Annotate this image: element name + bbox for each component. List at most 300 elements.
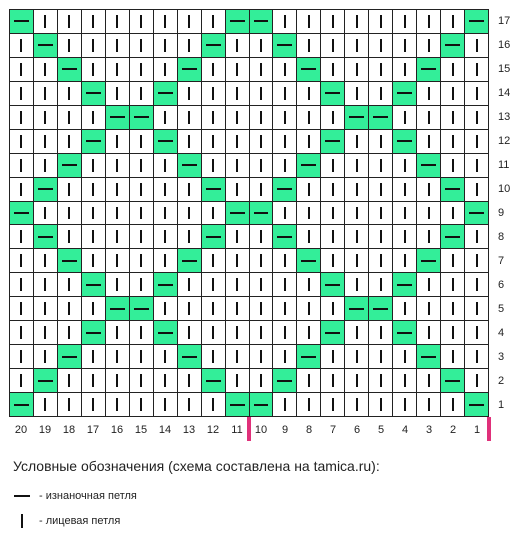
knit-stitch-icon bbox=[476, 135, 478, 148]
knit-stitch-cell bbox=[369, 369, 393, 393]
knit-stitch-icon bbox=[428, 398, 430, 411]
knit-stitch-icon bbox=[236, 183, 238, 196]
knit-stitch-cell bbox=[345, 345, 369, 369]
knit-stitch-cell bbox=[465, 345, 489, 369]
knit-stitch-cell bbox=[10, 297, 34, 321]
knit-stitch-icon bbox=[284, 63, 286, 76]
knit-stitch-cell bbox=[226, 273, 250, 297]
knit-stitch-cell bbox=[202, 297, 226, 321]
knit-stitch-icon bbox=[284, 15, 286, 28]
knit-stitch-cell bbox=[345, 130, 369, 154]
knit-stitch-cell bbox=[273, 10, 297, 34]
knit-stitch-icon bbox=[164, 15, 166, 28]
knit-stitch-cell bbox=[130, 202, 154, 226]
knit-stitch-cell bbox=[369, 82, 393, 106]
knit-stitch-icon bbox=[356, 63, 358, 76]
knit-stitch-cell bbox=[321, 249, 345, 273]
knit-stitch-cell bbox=[202, 82, 226, 106]
knit-stitch-cell bbox=[130, 34, 154, 58]
knit-stitch-cell bbox=[273, 58, 297, 82]
purl-stitch-icon bbox=[397, 92, 412, 94]
knit-stitch-cell bbox=[321, 58, 345, 82]
knit-stitch-icon bbox=[284, 135, 286, 148]
knit-stitch-cell bbox=[441, 106, 465, 130]
column-number-label: 20 bbox=[14, 424, 28, 436]
knit-stitch-icon bbox=[116, 207, 118, 220]
knit-stitch-cell bbox=[273, 202, 297, 226]
column-number-label: 19 bbox=[38, 424, 52, 436]
purl-stitch-icon bbox=[62, 356, 77, 358]
knit-stitch-cell bbox=[58, 130, 82, 154]
purl-stitch-cell bbox=[34, 178, 58, 202]
purl-stitch-cell bbox=[58, 58, 82, 82]
knit-stitch-icon bbox=[44, 63, 46, 76]
purl-stitch-cell bbox=[250, 202, 274, 226]
knit-stitch-icon bbox=[116, 87, 118, 100]
knit-stitch-cell bbox=[58, 321, 82, 345]
knit-stitch-cell bbox=[250, 321, 274, 345]
knit-stitch-cell bbox=[202, 393, 226, 417]
purl-stitch-cell bbox=[417, 58, 441, 82]
knit-stitch-cell bbox=[178, 321, 202, 345]
knit-stitch-icon bbox=[44, 207, 46, 220]
purl-stitch-icon bbox=[38, 380, 53, 382]
knit-stitch-icon bbox=[140, 230, 142, 243]
knit-stitch-cell bbox=[130, 82, 154, 106]
column-number-label: 6 bbox=[353, 424, 361, 436]
knit-stitch-cell bbox=[58, 393, 82, 417]
purl-stitch-icon bbox=[230, 404, 245, 406]
knit-stitch-icon bbox=[284, 87, 286, 100]
knit-stitch-icon bbox=[236, 135, 238, 148]
purl-stitch-icon bbox=[14, 212, 29, 214]
knit-stitch-icon bbox=[260, 254, 262, 267]
purl-stitch-cell bbox=[178, 345, 202, 369]
purl-stitch-cell bbox=[297, 154, 321, 178]
knit-stitch-icon bbox=[20, 278, 22, 291]
knit-stitch-cell bbox=[417, 34, 441, 58]
knit-stitch-icon bbox=[380, 207, 382, 220]
purl-stitch-cell bbox=[178, 154, 202, 178]
knit-stitch-cell bbox=[106, 154, 130, 178]
knit-stitch-icon bbox=[356, 350, 358, 363]
knit-stitch-icon bbox=[116, 350, 118, 363]
knit-stitch-icon bbox=[476, 278, 478, 291]
purl-stitch-cell bbox=[273, 178, 297, 202]
purl-stitch-cell bbox=[441, 34, 465, 58]
purl-stitch-icon bbox=[62, 68, 77, 70]
knit-stitch-icon bbox=[188, 230, 190, 243]
knit-stitch-cell bbox=[226, 249, 250, 273]
knit-stitch-cell bbox=[369, 321, 393, 345]
knit-stitch-cell bbox=[441, 273, 465, 297]
knit-stitch-icon bbox=[212, 111, 214, 124]
column-number-label: 15 bbox=[134, 424, 148, 436]
knit-stitch-cell bbox=[369, 154, 393, 178]
knit-stitch-icon bbox=[356, 15, 358, 28]
knit-stitch-cell bbox=[154, 106, 178, 130]
knit-stitch-icon bbox=[332, 15, 334, 28]
knit-stitch-icon bbox=[44, 350, 46, 363]
purl-stitch-icon bbox=[13, 487, 31, 505]
knit-stitch-cell bbox=[178, 34, 202, 58]
knit-stitch-cell bbox=[273, 393, 297, 417]
purl-stitch-icon bbox=[86, 92, 101, 94]
knit-stitch-icon bbox=[92, 374, 94, 387]
knit-stitch-icon bbox=[476, 183, 478, 196]
knit-stitch-cell bbox=[250, 130, 274, 154]
knit-stitch-cell bbox=[417, 393, 441, 417]
knit-stitch-icon bbox=[212, 159, 214, 172]
knit-stitch-cell bbox=[58, 10, 82, 34]
knit-stitch-cell bbox=[369, 34, 393, 58]
knit-stitch-icon bbox=[380, 39, 382, 52]
knit-stitch-cell bbox=[202, 154, 226, 178]
knit-stitch-icon bbox=[356, 230, 358, 243]
knit-stitch-icon bbox=[356, 135, 358, 148]
purl-stitch-icon bbox=[277, 188, 292, 190]
knit-stitch-cell bbox=[465, 178, 489, 202]
knit-stitch-icon bbox=[476, 302, 478, 315]
column-number-label: 7 bbox=[329, 424, 337, 436]
knit-stitch-icon bbox=[452, 87, 454, 100]
purl-stitch-icon bbox=[349, 308, 364, 310]
knit-stitch-icon bbox=[20, 111, 22, 124]
purl-stitch-icon bbox=[14, 404, 29, 406]
knit-stitch-icon bbox=[188, 183, 190, 196]
knit-stitch-cell bbox=[417, 321, 441, 345]
purl-stitch-cell bbox=[226, 10, 250, 34]
knit-stitch-cell bbox=[297, 178, 321, 202]
knit-stitch-icon bbox=[164, 350, 166, 363]
knit-stitch-icon bbox=[284, 207, 286, 220]
knit-stitch-cell bbox=[441, 393, 465, 417]
knit-stitch-icon bbox=[428, 39, 430, 52]
purl-stitch-cell bbox=[273, 34, 297, 58]
purl-stitch-icon bbox=[182, 68, 197, 70]
knit-stitch-icon bbox=[356, 398, 358, 411]
knit-stitch-icon bbox=[308, 230, 310, 243]
knit-stitch-icon bbox=[428, 230, 430, 243]
knit-stitch-icon bbox=[476, 39, 478, 52]
knit-stitch-cell bbox=[465, 34, 489, 58]
knit-stitch-icon bbox=[260, 278, 262, 291]
purl-stitch-cell bbox=[130, 106, 154, 130]
knit-stitch-icon bbox=[428, 207, 430, 220]
knit-stitch-cell bbox=[273, 82, 297, 106]
knit-stitch-icon bbox=[188, 302, 190, 315]
knit-stitch-cell bbox=[34, 130, 58, 154]
purl-stitch-icon bbox=[373, 116, 388, 118]
knit-stitch-icon bbox=[68, 302, 70, 315]
knit-stitch-cell bbox=[178, 202, 202, 226]
purl-stitch-cell bbox=[321, 321, 345, 345]
knit-stitch-icon bbox=[308, 183, 310, 196]
knit-stitch-cell bbox=[178, 82, 202, 106]
knit-stitch-icon bbox=[452, 350, 454, 363]
knit-stitch-cell bbox=[58, 202, 82, 226]
knit-stitch-icon bbox=[188, 15, 190, 28]
knit-stitch-cell bbox=[465, 106, 489, 130]
knit-stitch-cell bbox=[441, 345, 465, 369]
knit-stitch-icon bbox=[188, 135, 190, 148]
knit-stitch-icon bbox=[164, 183, 166, 196]
knit-stitch-icon bbox=[140, 374, 142, 387]
knit-stitch-icon bbox=[140, 39, 142, 52]
purl-stitch-cell bbox=[465, 393, 489, 417]
knit-stitch-icon bbox=[212, 15, 214, 28]
knit-stitch-cell bbox=[202, 202, 226, 226]
knit-stitch-icon bbox=[92, 302, 94, 315]
knit-stitch-icon bbox=[116, 326, 118, 339]
purl-stitch-icon bbox=[397, 284, 412, 286]
knit-stitch-cell bbox=[226, 178, 250, 202]
knit-stitch-icon bbox=[20, 39, 22, 52]
purl-stitch-cell bbox=[297, 345, 321, 369]
purl-stitch-cell bbox=[465, 202, 489, 226]
row-number-label: 2 bbox=[498, 375, 505, 387]
knit-stitch-icon bbox=[20, 159, 22, 172]
knit-stitch-cell bbox=[345, 34, 369, 58]
knit-stitch-cell bbox=[226, 34, 250, 58]
knit-stitch-cell bbox=[10, 225, 34, 249]
knit-stitch-cell bbox=[250, 273, 274, 297]
knit-stitch-cell bbox=[441, 249, 465, 273]
knit-stitch-icon bbox=[308, 398, 310, 411]
row-number-label: 1 bbox=[498, 399, 505, 411]
purl-stitch-icon bbox=[182, 356, 197, 358]
knit-stitch-cell bbox=[58, 369, 82, 393]
purl-stitch-cell bbox=[10, 10, 34, 34]
knit-stitch-cell bbox=[297, 225, 321, 249]
knit-stitch-cell bbox=[417, 178, 441, 202]
purl-stitch-cell bbox=[154, 273, 178, 297]
knit-stitch-icon bbox=[332, 207, 334, 220]
knit-stitch-icon bbox=[260, 87, 262, 100]
knit-stitch-icon bbox=[116, 230, 118, 243]
row-number-label: 17 bbox=[498, 15, 511, 27]
knit-stitch-cell bbox=[393, 249, 417, 273]
knit-stitch-icon bbox=[332, 374, 334, 387]
knit-stitch-icon bbox=[212, 350, 214, 363]
row-number-label: 12 bbox=[498, 135, 511, 147]
knit-stitch-icon bbox=[20, 87, 22, 100]
purl-stitch-cell bbox=[465, 10, 489, 34]
knit-stitch-cell bbox=[34, 393, 58, 417]
knit-stitch-icon bbox=[68, 135, 70, 148]
knit-stitch-cell bbox=[345, 249, 369, 273]
purl-stitch-cell bbox=[178, 58, 202, 82]
knit-stitch-icon bbox=[356, 183, 358, 196]
knit-stitch-icon bbox=[140, 326, 142, 339]
knit-stitch-cell bbox=[106, 273, 130, 297]
knit-stitch-icon bbox=[116, 278, 118, 291]
knit-stitch-cell bbox=[345, 82, 369, 106]
knit-stitch-icon bbox=[188, 207, 190, 220]
knit-stitch-cell bbox=[226, 369, 250, 393]
purl-stitch-cell bbox=[154, 82, 178, 106]
purl-stitch-icon bbox=[397, 332, 412, 334]
legend-row-purl bbox=[13, 487, 137, 505]
knit-stitch-cell bbox=[250, 82, 274, 106]
knit-stitch-icon bbox=[236, 230, 238, 243]
knit-stitch-cell bbox=[369, 393, 393, 417]
knit-stitch-icon bbox=[284, 350, 286, 363]
knit-stitch-icon bbox=[44, 15, 46, 28]
knit-stitch-icon bbox=[188, 39, 190, 52]
knit-stitch-cell bbox=[465, 321, 489, 345]
knit-stitch-icon bbox=[20, 63, 22, 76]
knit-stitch-cell bbox=[106, 178, 130, 202]
knit-stitch-cell bbox=[321, 202, 345, 226]
knit-stitch-cell bbox=[10, 34, 34, 58]
row-number-label: 13 bbox=[498, 111, 511, 123]
column-number-label: 1 bbox=[473, 424, 481, 436]
knit-stitch-cell bbox=[465, 58, 489, 82]
knit-stitch-cell bbox=[34, 82, 58, 106]
knit-stitch-icon bbox=[116, 39, 118, 52]
knit-stitch-cell bbox=[417, 297, 441, 321]
knit-stitch-cell bbox=[154, 225, 178, 249]
purl-stitch-cell bbox=[345, 106, 369, 130]
knit-stitch-icon bbox=[332, 111, 334, 124]
knit-stitch-cell bbox=[154, 345, 178, 369]
knit-stitch-cell bbox=[154, 58, 178, 82]
knit-stitch-icon bbox=[380, 135, 382, 148]
purl-stitch-cell bbox=[321, 273, 345, 297]
knit-stitch-icon bbox=[452, 111, 454, 124]
purl-stitch-icon bbox=[373, 308, 388, 310]
knit-stitch-cell bbox=[106, 202, 130, 226]
knit-stitch-cell bbox=[202, 130, 226, 154]
knit-stitch-icon bbox=[332, 398, 334, 411]
knit-stitch-icon bbox=[164, 111, 166, 124]
knit-stitch-icon bbox=[308, 302, 310, 315]
knit-stitch-cell bbox=[154, 297, 178, 321]
knit-stitch-icon bbox=[260, 350, 262, 363]
knit-stitch-cell bbox=[10, 345, 34, 369]
purl-stitch-icon bbox=[38, 44, 53, 46]
row-number-label: 11 bbox=[498, 159, 510, 171]
knit-stitch-cell bbox=[393, 154, 417, 178]
purl-stitch-icon bbox=[206, 380, 221, 382]
knit-stitch-cell bbox=[106, 321, 130, 345]
knit-stitch-cell bbox=[154, 202, 178, 226]
knit-stitch-icon bbox=[428, 135, 430, 148]
knit-stitch-cell bbox=[130, 273, 154, 297]
purl-stitch-cell bbox=[297, 249, 321, 273]
purl-stitch-icon bbox=[62, 164, 77, 166]
row-number-label: 9 bbox=[498, 207, 505, 219]
row-number-label: 5 bbox=[498, 303, 505, 315]
knit-stitch-icon bbox=[236, 63, 238, 76]
knit-stitch-icon bbox=[356, 207, 358, 220]
knit-stitch-cell bbox=[202, 249, 226, 273]
knit-stitch-icon bbox=[68, 39, 70, 52]
knit-stitch-icon bbox=[476, 374, 478, 387]
knit-stitch-cell bbox=[34, 321, 58, 345]
knit-stitch-icon bbox=[116, 159, 118, 172]
knit-stitch-icon bbox=[476, 350, 478, 363]
knit-stitch-cell bbox=[273, 297, 297, 321]
purl-stitch-icon bbox=[110, 116, 125, 118]
knit-stitch-cell bbox=[178, 225, 202, 249]
legend-label-purl: - изнаночная петля bbox=[39, 490, 137, 502]
knit-stitch-cell bbox=[106, 34, 130, 58]
knit-stitch-icon bbox=[188, 87, 190, 100]
knit-stitch-cell bbox=[465, 154, 489, 178]
knit-stitch-cell bbox=[393, 58, 417, 82]
purl-stitch-icon bbox=[38, 188, 53, 190]
knit-stitch-cell bbox=[345, 225, 369, 249]
knit-stitch-icon bbox=[92, 207, 94, 220]
purl-stitch-cell bbox=[10, 393, 34, 417]
purl-stitch-cell bbox=[369, 106, 393, 130]
column-number-label: 8 bbox=[305, 424, 313, 436]
knit-stitch-icon bbox=[116, 183, 118, 196]
knit-stitch-icon bbox=[380, 159, 382, 172]
knit-stitch-icon bbox=[404, 159, 406, 172]
knit-stitch-icon bbox=[44, 278, 46, 291]
knit-stitch-cell bbox=[10, 154, 34, 178]
knit-stitch-icon bbox=[44, 326, 46, 339]
knit-stitch-icon bbox=[476, 326, 478, 339]
purl-stitch-icon bbox=[134, 116, 149, 118]
knit-stitch-icon bbox=[380, 230, 382, 243]
purl-stitch-icon bbox=[397, 140, 412, 142]
knit-stitch-cell bbox=[178, 393, 202, 417]
knit-stitch-icon bbox=[68, 111, 70, 124]
knit-stitch-cell bbox=[10, 82, 34, 106]
row-number-label: 6 bbox=[498, 279, 505, 291]
knit-stitch-cell bbox=[82, 225, 106, 249]
knit-stitch-cell bbox=[345, 58, 369, 82]
purl-stitch-cell bbox=[441, 225, 465, 249]
knit-stitch-cell bbox=[106, 249, 130, 273]
purl-stitch-icon bbox=[325, 140, 340, 142]
knit-stitch-icon bbox=[476, 87, 478, 100]
knit-stitch-cell bbox=[273, 273, 297, 297]
knit-stitch-cell bbox=[297, 202, 321, 226]
knit-stitch-cell bbox=[393, 178, 417, 202]
knit-stitch-cell bbox=[226, 321, 250, 345]
knit-stitch-icon bbox=[284, 326, 286, 339]
knit-stitch-cell bbox=[58, 178, 82, 202]
knit-stitch-icon bbox=[260, 374, 262, 387]
knit-stitch-cell bbox=[202, 10, 226, 34]
column-number-label: 9 bbox=[281, 424, 289, 436]
knit-stitch-cell bbox=[82, 106, 106, 130]
knit-stitch-icon bbox=[20, 135, 22, 148]
purl-stitch-cell bbox=[34, 369, 58, 393]
knit-stitch-cell bbox=[10, 106, 34, 130]
knit-stitch-cell bbox=[250, 297, 274, 321]
knit-stitch-icon bbox=[380, 15, 382, 28]
knit-stitch-icon bbox=[140, 398, 142, 411]
knit-stitch-cell bbox=[130, 321, 154, 345]
knit-stitch-icon bbox=[332, 159, 334, 172]
knit-stitch-icon bbox=[404, 230, 406, 243]
knit-stitch-cell bbox=[34, 58, 58, 82]
knit-stitch-cell bbox=[178, 10, 202, 34]
purl-stitch-icon bbox=[158, 140, 173, 142]
purl-stitch-icon bbox=[301, 356, 316, 358]
purl-stitch-cell bbox=[202, 369, 226, 393]
row-number-label: 10 bbox=[498, 183, 511, 195]
knit-stitch-icon bbox=[68, 398, 70, 411]
knit-stitch-icon bbox=[332, 230, 334, 243]
knit-stitch-cell bbox=[297, 297, 321, 321]
